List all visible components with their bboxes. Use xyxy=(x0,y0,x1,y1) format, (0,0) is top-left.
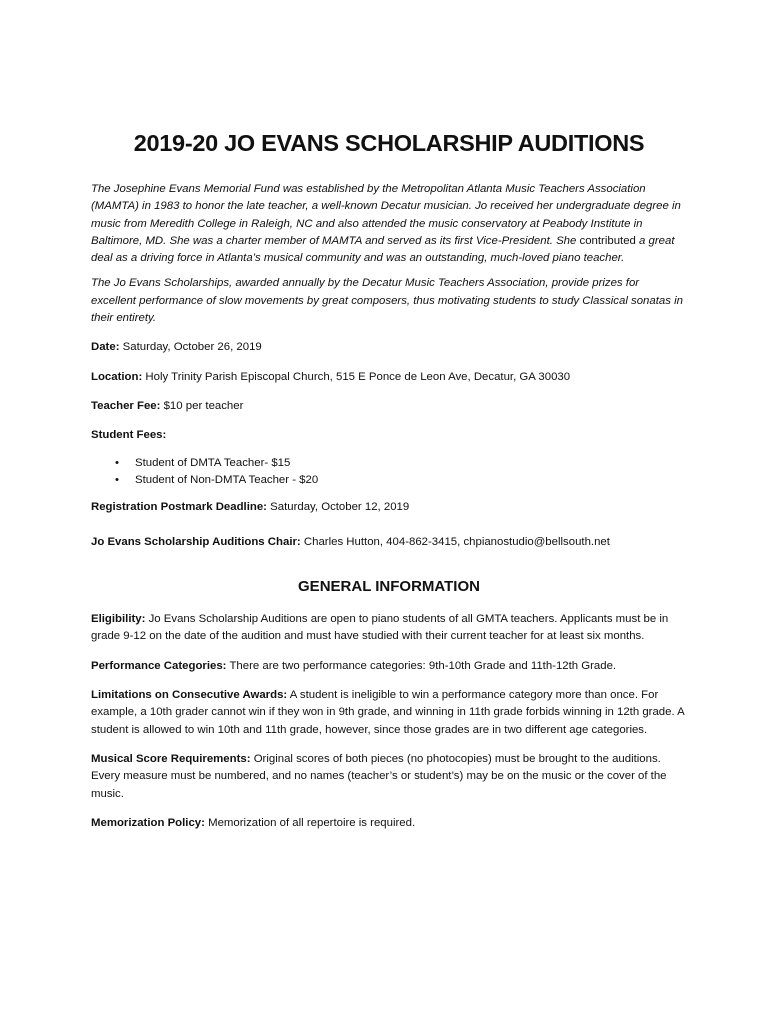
categories-paragraph xyxy=(91,658,687,675)
memorization-value: Memorization of all repertoire is required. xyxy=(204,816,416,829)
intro-history-upright-word: contributed xyxy=(576,234,636,247)
score-requirements-value: Original scores of both pieces (no photocopies) must be brought to the auditions. Every measure must be numbered, and no names (teacher’s or student’s) may be on the music or the cover of the music. xyxy=(91,752,667,800)
chair-value: Charles Hutton, 404-862-3415, chpianostudio@bellsouth.net xyxy=(300,535,610,548)
eligibility-value: Jo Evans Scholarship Auditions are open to piano students of all GMTA teachers. Applicants must be in grade 9-12 on the date of the audition and must have studied with their current teacher for at least six months. xyxy=(91,613,669,643)
bullet-icon: • xyxy=(115,473,119,486)
intro-history-text-end: a great deal as a driving force in Atlanta’s musical community and was an outstanding, much-loved piano teacher. xyxy=(91,234,675,265)
teacher-fee-line xyxy=(91,398,687,415)
list-item xyxy=(91,472,687,489)
intro-paragraph-history xyxy=(91,181,687,267)
score-requirements-paragraph xyxy=(91,751,687,803)
bullet-icon: • xyxy=(115,456,119,469)
teacher-fee-value: $10 per teacher xyxy=(160,399,244,412)
categories-label: Performance Categories: xyxy=(91,659,227,672)
deadline-value: Saturday, October 12, 2019 xyxy=(266,500,410,513)
limitations-paragraph xyxy=(91,687,687,739)
intro-paragraph-scholarships: The Jo Evans Scholarships, awarded annually by the Decatur Music Teachers Association, provide prizes for excellent performance of slow movements by great composers, thus motivating students to study Classical sonatas in their entirety. xyxy=(91,277,683,325)
list-item xyxy=(91,455,687,472)
student-fees-heading xyxy=(91,427,687,444)
eligibility-label: Eligibility: xyxy=(91,613,146,626)
deadline-label: Registration Postmark Deadline: xyxy=(91,500,267,513)
student-fee-item: Student of DMTA Teacher- $15 xyxy=(135,456,291,469)
deadline-line xyxy=(91,499,687,516)
intro-history-text: The Josephine Evans Memorial Fund was established by the Metropolitan Atlanta Music Teachers Association (MAMTA) in 1983 to honor the late teacher, a well-known Decatur musician. Jo received her undergraduate degree in music from Meredith College in Raleigh, NC and also attended the music conservatory at Peabody Institute in Baltimore, MD. She was a charter member of MAMTA and served as its first Vice-President. She xyxy=(91,183,681,247)
student-fee-item: Student of Non-DMTA Teacher - $20 xyxy=(135,473,319,486)
document-content xyxy=(91,128,687,844)
location-label: Location: xyxy=(91,370,143,383)
categories-value: There are two performance categories: 9th-10th Grade and 11th-12th Grade. xyxy=(226,659,617,672)
limitations-label: Limitations on Consecutive Awards: xyxy=(91,689,288,702)
memorization-label: Memorization Policy: xyxy=(91,816,205,829)
section-heading-general: GENERAL INFORMATION xyxy=(298,578,480,596)
memorization-paragraph xyxy=(91,815,687,832)
score-requirements-label: Musical Score Requirements: xyxy=(91,752,251,765)
location-line xyxy=(91,369,687,386)
student-fees-label: Student Fees: xyxy=(91,429,167,442)
limitations-value: A student is ineligible to win a performance category more than once. For example, a 10th grader cannot win if they won in 9th grade, and winning in 11th grade forbids winning in 12th grade. A student is allowed to win 10th and 11th grade, however, since those grades are in two different age categories. xyxy=(91,689,685,736)
date-line xyxy=(91,339,687,356)
date-value: Saturday, October 26, 2019 xyxy=(119,341,262,354)
teacher-fee-label: Teacher Fee: xyxy=(91,399,161,412)
date-label: Date: xyxy=(91,341,120,354)
location-value: Holy Trinity Parish Episcopal Church, 515 E Ponce de Leon Ave, Decatur, GA 30030 xyxy=(142,370,571,383)
chair-label: Jo Evans Scholarship Auditions Chair: xyxy=(91,535,301,548)
chair-line xyxy=(91,534,687,551)
page-title: 2019-20 JO EVANS SCHOLARSHIP AUDITIONS xyxy=(133,130,645,156)
eligibility-paragraph xyxy=(91,611,687,646)
student-fees-list xyxy=(91,455,687,489)
